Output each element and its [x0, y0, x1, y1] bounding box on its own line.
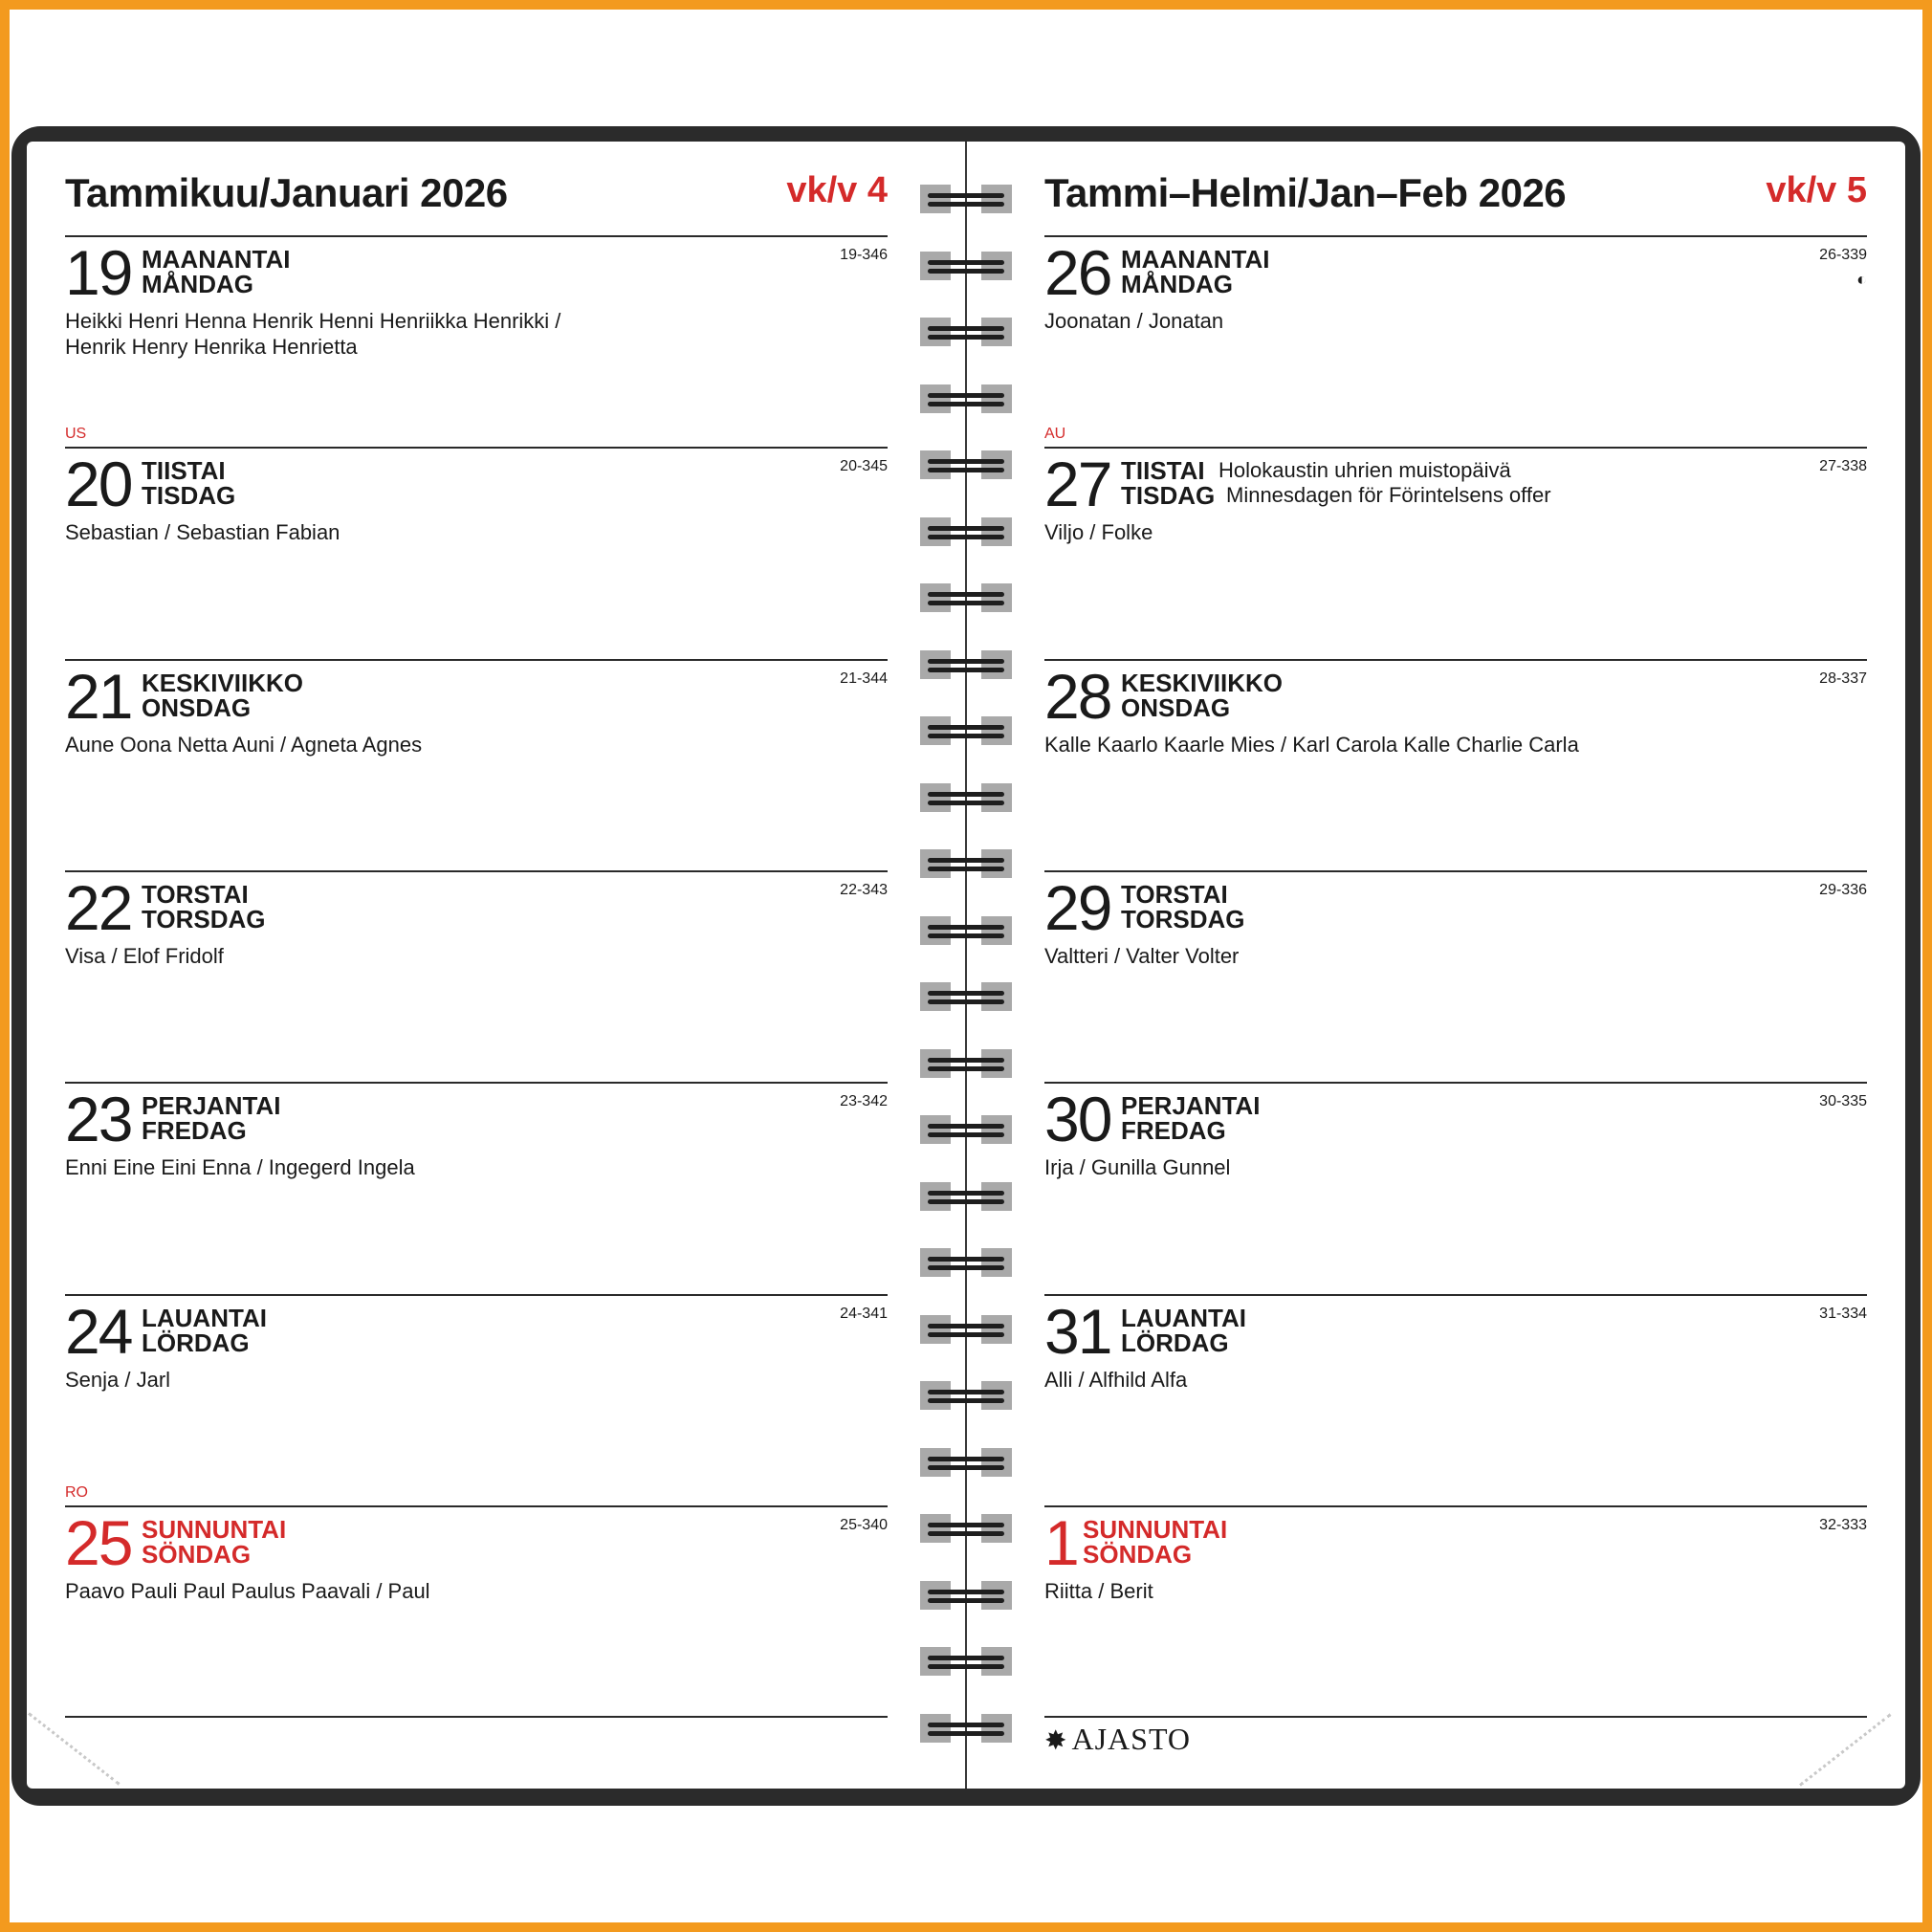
left-day-rule — [65, 870, 888, 872]
name-days — [1044, 1154, 1230, 1180]
weekday-names — [142, 1303, 267, 1357]
name-days — [65, 519, 340, 545]
brand-logo — [1044, 1722, 1191, 1757]
day-entry[interactable] — [1044, 1295, 1867, 1491]
spiral-coil — [920, 318, 1012, 346]
weekday-sv: MÅNDAG — [142, 270, 253, 298]
weekday-sv: LÖRDAG — [1121, 1328, 1229, 1357]
weekday-fi: TIISTAI — [142, 456, 226, 486]
spiral-coil — [920, 1381, 1012, 1410]
spiral-coil — [920, 783, 1012, 812]
weekday-names — [1121, 247, 1270, 296]
name-day-line: Heikki Henri Henna Henrik Henni Henriikka Henrikki / — [65, 309, 561, 333]
name-days — [65, 732, 422, 757]
spiral-coil — [920, 384, 1012, 413]
spiral-coil — [920, 1714, 1012, 1743]
weekday-fi: SUNNUNTAI — [1083, 1514, 1228, 1544]
weekday-fi: LAUANTAI — [142, 1303, 267, 1332]
name-days — [65, 1578, 430, 1604]
weekday-sv: TISDAG — [1121, 481, 1216, 511]
weekday-names — [1121, 1303, 1246, 1357]
name-day-line: Senja / Jarl — [65, 1367, 171, 1392]
flag-day-marker: AU — [1044, 426, 1066, 443]
day-number: 31 — [1044, 1295, 1111, 1367]
name-days — [65, 1367, 170, 1393]
weekday-fi: PERJANTAI — [1121, 1091, 1261, 1121]
day-number: 23 — [65, 1084, 132, 1155]
name-day-line: Visa / Elof Fridolf — [65, 943, 224, 968]
weekday-sv: ONSDAG — [1121, 692, 1231, 722]
day-number: 24 — [65, 1295, 132, 1367]
spiral-coil — [920, 849, 1012, 878]
name-day-line: Irja / Gunilla Gunnel — [1044, 1155, 1231, 1180]
spiral-coil — [920, 1049, 1012, 1078]
weekday-names — [142, 1514, 287, 1569]
spiral-coil — [920, 650, 1012, 679]
day-number: 21 — [65, 660, 132, 732]
day-of-year-code: 22-343 — [840, 881, 888, 898]
right-day-rule — [1044, 870, 1867, 872]
name-day-line: Joonatan / Jonatan — [1044, 309, 1224, 333]
left-footer-rule — [65, 1716, 888, 1718]
spiral-coil — [920, 517, 1012, 546]
name-days — [1044, 732, 1579, 757]
right-day-rule — [1044, 1294, 1867, 1296]
day-of-year-code: 20-345 — [840, 458, 888, 475]
day-entry[interactable] — [65, 871, 888, 1067]
day-of-year-code: 23-342 — [840, 1093, 888, 1110]
weekday-names — [142, 879, 266, 933]
left-day-rule — [65, 1294, 888, 1296]
weekday-names — [142, 456, 236, 511]
spiral-coil — [920, 1647, 1012, 1676]
holiday-note — [1218, 458, 1551, 508]
day-of-year-code: 25-340 — [840, 1516, 888, 1533]
spiral-coil — [920, 583, 1012, 612]
name-days — [1044, 943, 1239, 969]
day-entry[interactable] — [1044, 449, 1867, 644]
flag-day-marker: US — [65, 426, 87, 443]
name-day-line: Paavo Pauli Paul Paulus Paavali / Paul — [65, 1578, 430, 1603]
day-of-year-code: 27-338 — [1819, 458, 1867, 475]
day-number: 1 — [1044, 1506, 1078, 1578]
left-header-rule — [65, 235, 888, 237]
name-days — [1044, 308, 1223, 334]
spiral-coil — [920, 185, 1012, 213]
spiral-coil — [920, 1448, 1012, 1477]
name-day-line: Sebastian / Sebastian Fabian — [65, 520, 340, 545]
day-number: 27 — [1044, 449, 1111, 520]
right-month-title: Tammi–Helmi/Jan–Feb 2026 — [1044, 170, 1567, 215]
name-days — [1044, 1367, 1187, 1393]
weekday-fi: KESKIVIIKKO — [1121, 668, 1284, 697]
weekday-sv: LÖRDAG — [142, 1328, 250, 1357]
spiral-coil — [920, 716, 1012, 745]
right-header — [1044, 170, 1867, 231]
weekday-sv: TISDAG — [142, 481, 236, 511]
right-header-rule — [1044, 235, 1867, 237]
spiral-coil — [920, 1581, 1012, 1610]
name-days — [65, 308, 560, 360]
weekday-names — [1121, 879, 1245, 933]
day-entry[interactable] — [65, 660, 888, 856]
right-day-rule — [1044, 447, 1867, 449]
holiday-note-fi: Holokaustin uhrien muistopäivä — [1218, 458, 1511, 483]
name-day-line: Riitta / Berit — [1044, 1578, 1153, 1603]
right-footer-rule — [1044, 1716, 1867, 1718]
left-day-rule — [65, 1082, 888, 1084]
weekday-fi: SUNNUNTAI — [142, 1514, 287, 1544]
right-day-rule — [1044, 1082, 1867, 1084]
weekday-fi: PERJANTAI — [142, 1091, 281, 1121]
name-days — [1044, 1578, 1153, 1604]
right-day-rule — [1044, 659, 1867, 661]
name-day-line: Viljo / Folke — [1044, 520, 1153, 545]
spiral-coil — [920, 1248, 1012, 1277]
left-day-rule — [65, 659, 888, 661]
name-days — [65, 943, 224, 969]
holiday-note-sv: Minnesdagen för Förintelsens offer — [1226, 483, 1551, 508]
weekday-names — [142, 670, 303, 720]
weekday-fi: MAANANTAI — [142, 245, 291, 274]
right-week-number: vk/v 5 — [1766, 170, 1867, 210]
day-entry[interactable] — [1044, 237, 1867, 432]
spiral-coil — [920, 450, 1012, 479]
weekday-sv: TORSDAG — [142, 904, 266, 933]
name-day-line: Henrik Henry Henrika Henrietta — [65, 335, 358, 359]
weekday-fi: KESKIVIIKKO — [142, 668, 304, 697]
weekday-sv: SÖNDAG — [142, 1539, 252, 1569]
day-number: 29 — [1044, 871, 1111, 943]
day-number: 25 — [65, 1506, 132, 1578]
weekday-names — [1083, 1514, 1228, 1569]
name-day-line: Valtteri / Valter Volter — [1044, 943, 1240, 968]
left-week-number: vk/v 4 — [786, 170, 888, 210]
day-of-year-code: 32-333 — [1819, 1516, 1867, 1533]
day-entry[interactable] — [1044, 871, 1867, 1067]
left-day-rule — [65, 447, 888, 449]
weekday-sv: FREDAG — [142, 1116, 247, 1146]
spiral-coil — [920, 1115, 1012, 1144]
weekday-names — [142, 247, 291, 296]
weekday-fi: TORSTAI — [142, 879, 249, 909]
day-entry[interactable] — [65, 1506, 888, 1702]
brand-name: AJASTO — [1071, 1722, 1192, 1756]
left-month-title: Tammikuu/Januari 2026 — [65, 170, 508, 215]
day-entry[interactable] — [1044, 660, 1867, 856]
weekday-sv: MÅNDAG — [1121, 270, 1233, 298]
spiral-coil — [920, 916, 1012, 945]
day-of-year-code: 29-336 — [1819, 881, 1867, 898]
name-day-line: Aune Oona Netta Auni / Agneta Agnes — [65, 732, 423, 757]
weekday-names — [142, 1091, 281, 1146]
day-of-year-code: 19-346 — [840, 247, 888, 263]
left-header — [65, 170, 888, 231]
day-number: 19 — [65, 237, 132, 308]
left-day-rule — [65, 1505, 888, 1507]
weekday-fi: TIISTAI — [1121, 456, 1205, 486]
day-number: 22 — [65, 871, 132, 943]
spiral-coil — [920, 1315, 1012, 1344]
name-day-line: Enni Eine Eini Enna / Ingegerd Ingela — [65, 1155, 415, 1180]
sunburst-icon: ✸ — [1044, 1726, 1068, 1756]
spiral-coil — [920, 252, 1012, 280]
day-entry[interactable] — [1044, 1506, 1867, 1702]
day-number: 20 — [65, 449, 132, 520]
day-entry[interactable] — [65, 449, 888, 644]
weekday-sv: FREDAG — [1121, 1116, 1226, 1146]
weekday-names — [1121, 456, 1216, 511]
spiral-coil — [920, 982, 1012, 1011]
moon-phase-icon: ◐ — [1856, 270, 1867, 289]
right-day-rule — [1044, 1505, 1867, 1507]
day-of-year-code: 24-341 — [840, 1305, 888, 1322]
day-entry[interactable] — [65, 237, 888, 432]
weekday-sv: ONSDAG — [142, 692, 252, 722]
day-number: 26 — [1044, 237, 1111, 308]
weekday-fi: LAUANTAI — [1121, 1303, 1246, 1332]
flag-day-marker: RO — [65, 1483, 88, 1501]
weekday-sv: TORSDAG — [1121, 904, 1245, 933]
name-day-line: Kalle Kaarlo Kaarle Mies / Karl Carola Kalle Charlie Carla — [1044, 732, 1579, 757]
name-days — [65, 1154, 415, 1180]
weekday-names — [1121, 1091, 1261, 1146]
weekday-names — [1121, 670, 1283, 720]
day-of-year-code: 26-339 — [1819, 247, 1867, 263]
day-of-year-code: 30-335 — [1819, 1093, 1867, 1110]
day-of-year-code: 31-334 — [1819, 1305, 1867, 1322]
weekday-fi: MAANANTAI — [1121, 245, 1270, 274]
day-entry[interactable] — [65, 1084, 888, 1279]
name-days — [1044, 519, 1153, 545]
weekday-sv: SÖNDAG — [1083, 1539, 1193, 1569]
day-entry[interactable] — [65, 1295, 888, 1491]
day-of-year-code: 28-337 — [1819, 670, 1867, 687]
spiral-coil — [920, 1182, 1012, 1211]
weekday-fi: TORSTAI — [1121, 879, 1228, 909]
day-number: 28 — [1044, 660, 1111, 732]
name-day-line: Alli / Alfhild Alfa — [1044, 1367, 1188, 1392]
day-entry[interactable] — [1044, 1084, 1867, 1279]
day-of-year-code: 21-344 — [840, 670, 888, 687]
spiral-coil — [920, 1514, 1012, 1543]
day-number: 30 — [1044, 1084, 1111, 1155]
